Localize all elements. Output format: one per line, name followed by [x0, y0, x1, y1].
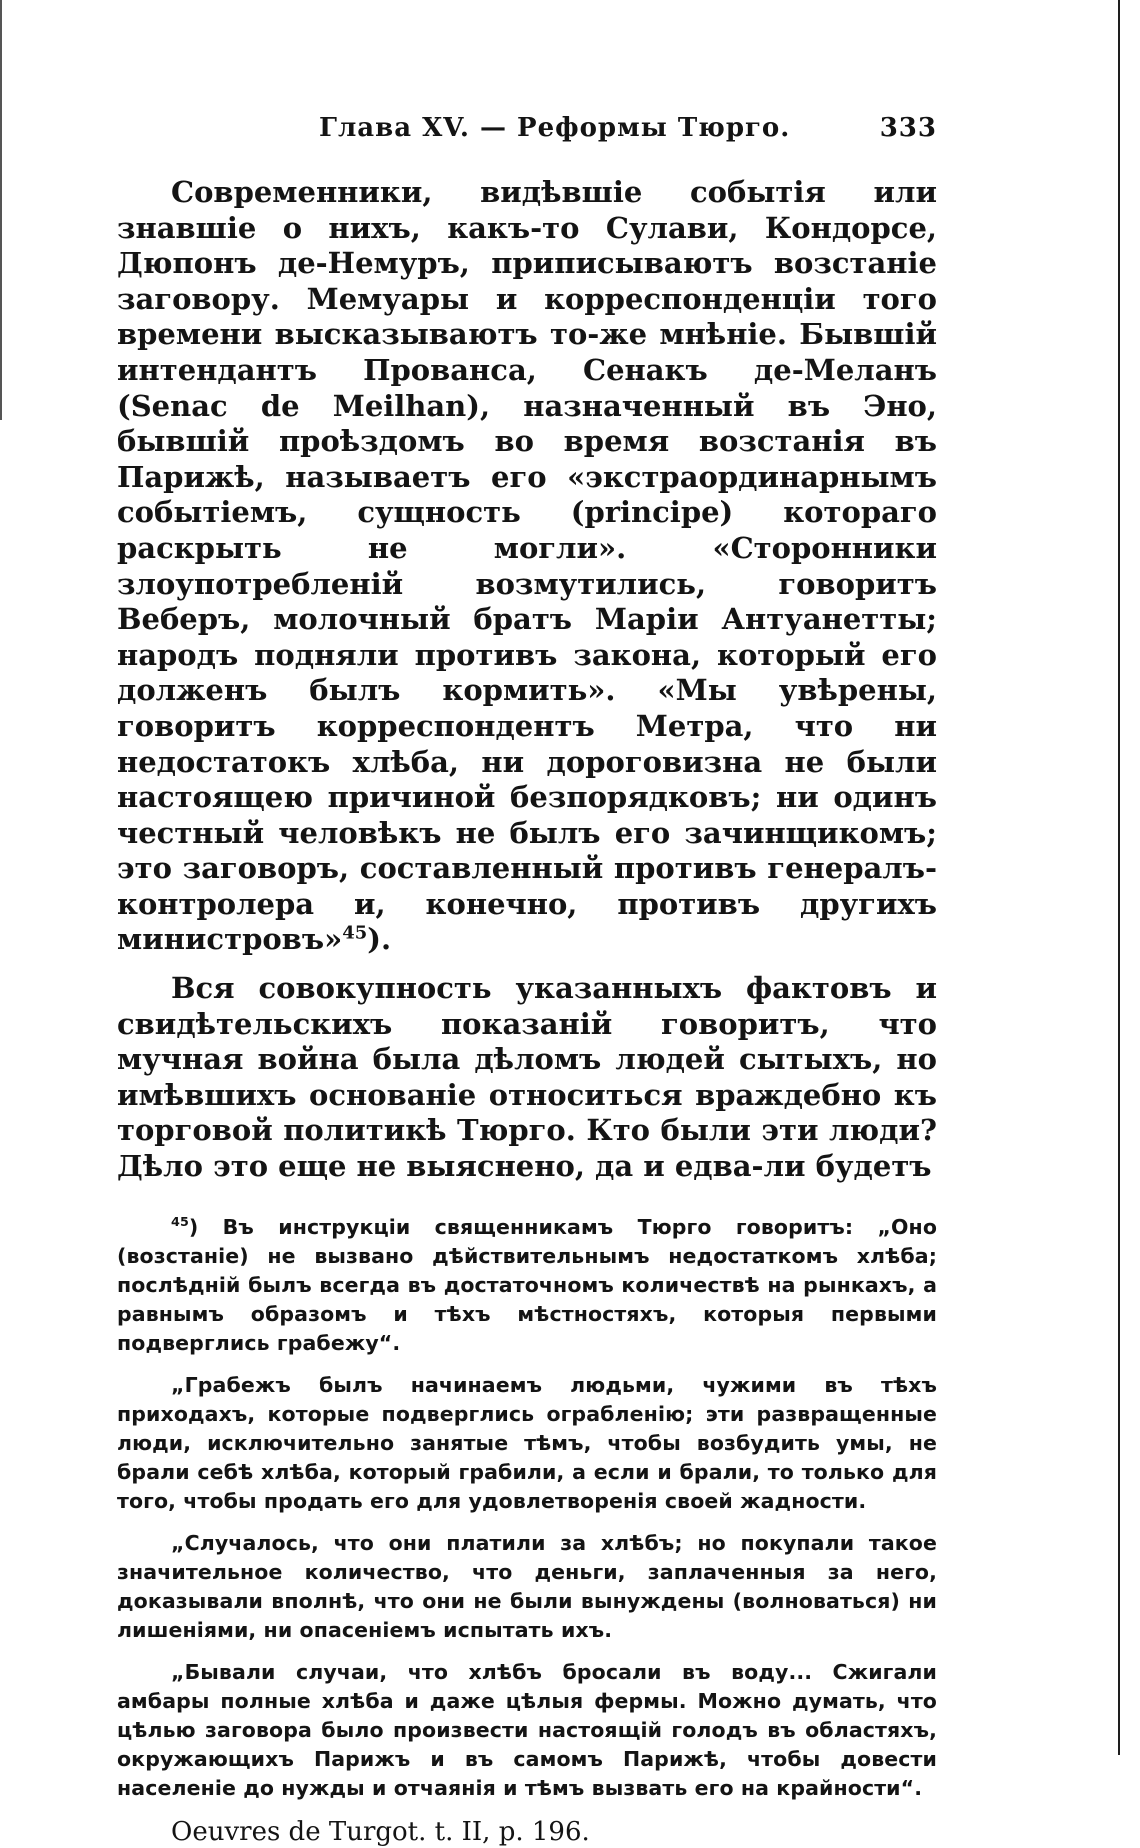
footnote-text: „Бывали случаи, что хлѣбъ бросали въ воду... Сжигали амбары полные хлѣба и даже цѣлыя фермы. Можно думать, что цѣлью заговора было произвести настоящій голодъ въ областяхъ, окружающихъ Парижъ и въ самомъ Парижѣ, чтобы довести населеніе до нужды и отчаянія и тѣмъ вызвать его на крайности“.	[117, 1659, 937, 1800]
footnote-quote-4	[117, 1658, 937, 1803]
footnote-quote-2	[117, 1371, 937, 1516]
footnote-text: ) Въ инструкціи священникамъ Тюрго говоритъ: „Оно (возстаніе) не вызвано дѣйствительнымъ недостаткомъ хлѣба; послѣдній былъ всегда въ достаточномъ количествѣ на рынкахъ, а равнымъ образомъ и тѣхъ мѣстностяхъ, которыя первыми подверглись грабежу“.	[117, 1214, 937, 1355]
footnote-1	[117, 1213, 937, 1358]
paragraph-text: Вся совокупность указанныхъ фактовъ и свидѣтельскихъ показаній говоритъ, что мучная война была дѣломъ людей сытыхъ, но имѣвшихъ основаніе относиться враждебно къ торговой политикѣ Тюрго. Кто были эти люди? Дѣло это еще не выяснено, да и едва-ли будетъ	[117, 971, 937, 1184]
paragraph-text: Современники, видѣвшіе событія или знавшіе о нихъ, какъ-то Сулави, Кондорсе, Дюпонъ де-Немуръ, приписываютъ возстаніе заговору. Мемуары и корреспонденціи того времени высказываютъ то-же мнѣніе. Бывшій интендантъ Прованса, Сенакъ де-Меланъ (Senac de Meilhan), назначенный въ Эно, бывшій проѣздомъ во время возстанія въ Парижѣ, называетъ его «экстраординарнымъ событіемъ, сущность (principe) котораго раскрыть не могли». «Сторонники злоупотребленій возмутились, говоритъ Веберъ, молочный братъ Маріи Антуанетты; народъ подняли противъ закона, который его долженъ былъ кормить». «Мы увѣрены, говоритъ корреспондентъ Метра, что ни недостатокъ хлѣба, ни дороговизна не были настоящею причиной безпорядковъ; ни одинъ честный человѣкъ не былъ его зачинщикомъ; это заговоръ, составленный противъ генералъ-контролера и, конечно, противъ другихъ министровъ»	[117, 175, 937, 957]
running-header	[117, 113, 937, 153]
chapter-title: Глава XV. — Реформы Тюрго.	[319, 113, 791, 143]
body-paragraph-2	[117, 971, 937, 1185]
paragraph-tail: ).	[367, 922, 392, 957]
page-number: 333	[879, 113, 937, 143]
book-page	[117, 113, 937, 1848]
page-edge-right	[1118, 0, 1120, 1755]
footnote-text: „Грабежъ былъ начинаемъ людьми, чужими въ тѣхъ приходахъ, которые подверглись ограбленію; эти развращенные люди, исключительно занятые тѣмъ, чтобы возбудить умы, не брали себѣ хлѣба, который грабили, а если и брали, то только для того, чтобы продать его для удовлетворенія своей жадности.	[117, 1372, 937, 1513]
footnote-reference: 45	[342, 922, 368, 944]
footnotes	[117, 1213, 937, 1848]
footnote-quote-3	[117, 1529, 937, 1645]
footnote-marker: 45	[171, 1213, 189, 1229]
footnote-text: „Случалось, что они платили за хлѣбъ; но покупали такое значительное количество, что деньги, заплаченныя за него, доказывали вполнѣ, что они не были вынуждены (волноваться) ни лишеніями, ни опасеніемъ испытать ихъ.	[117, 1530, 937, 1642]
page-edge-left	[0, 0, 2, 420]
source-citation: Oeuvres de Turgot. t. II, p. 196.	[171, 1816, 590, 1847]
body-paragraph-1	[117, 175, 937, 958]
